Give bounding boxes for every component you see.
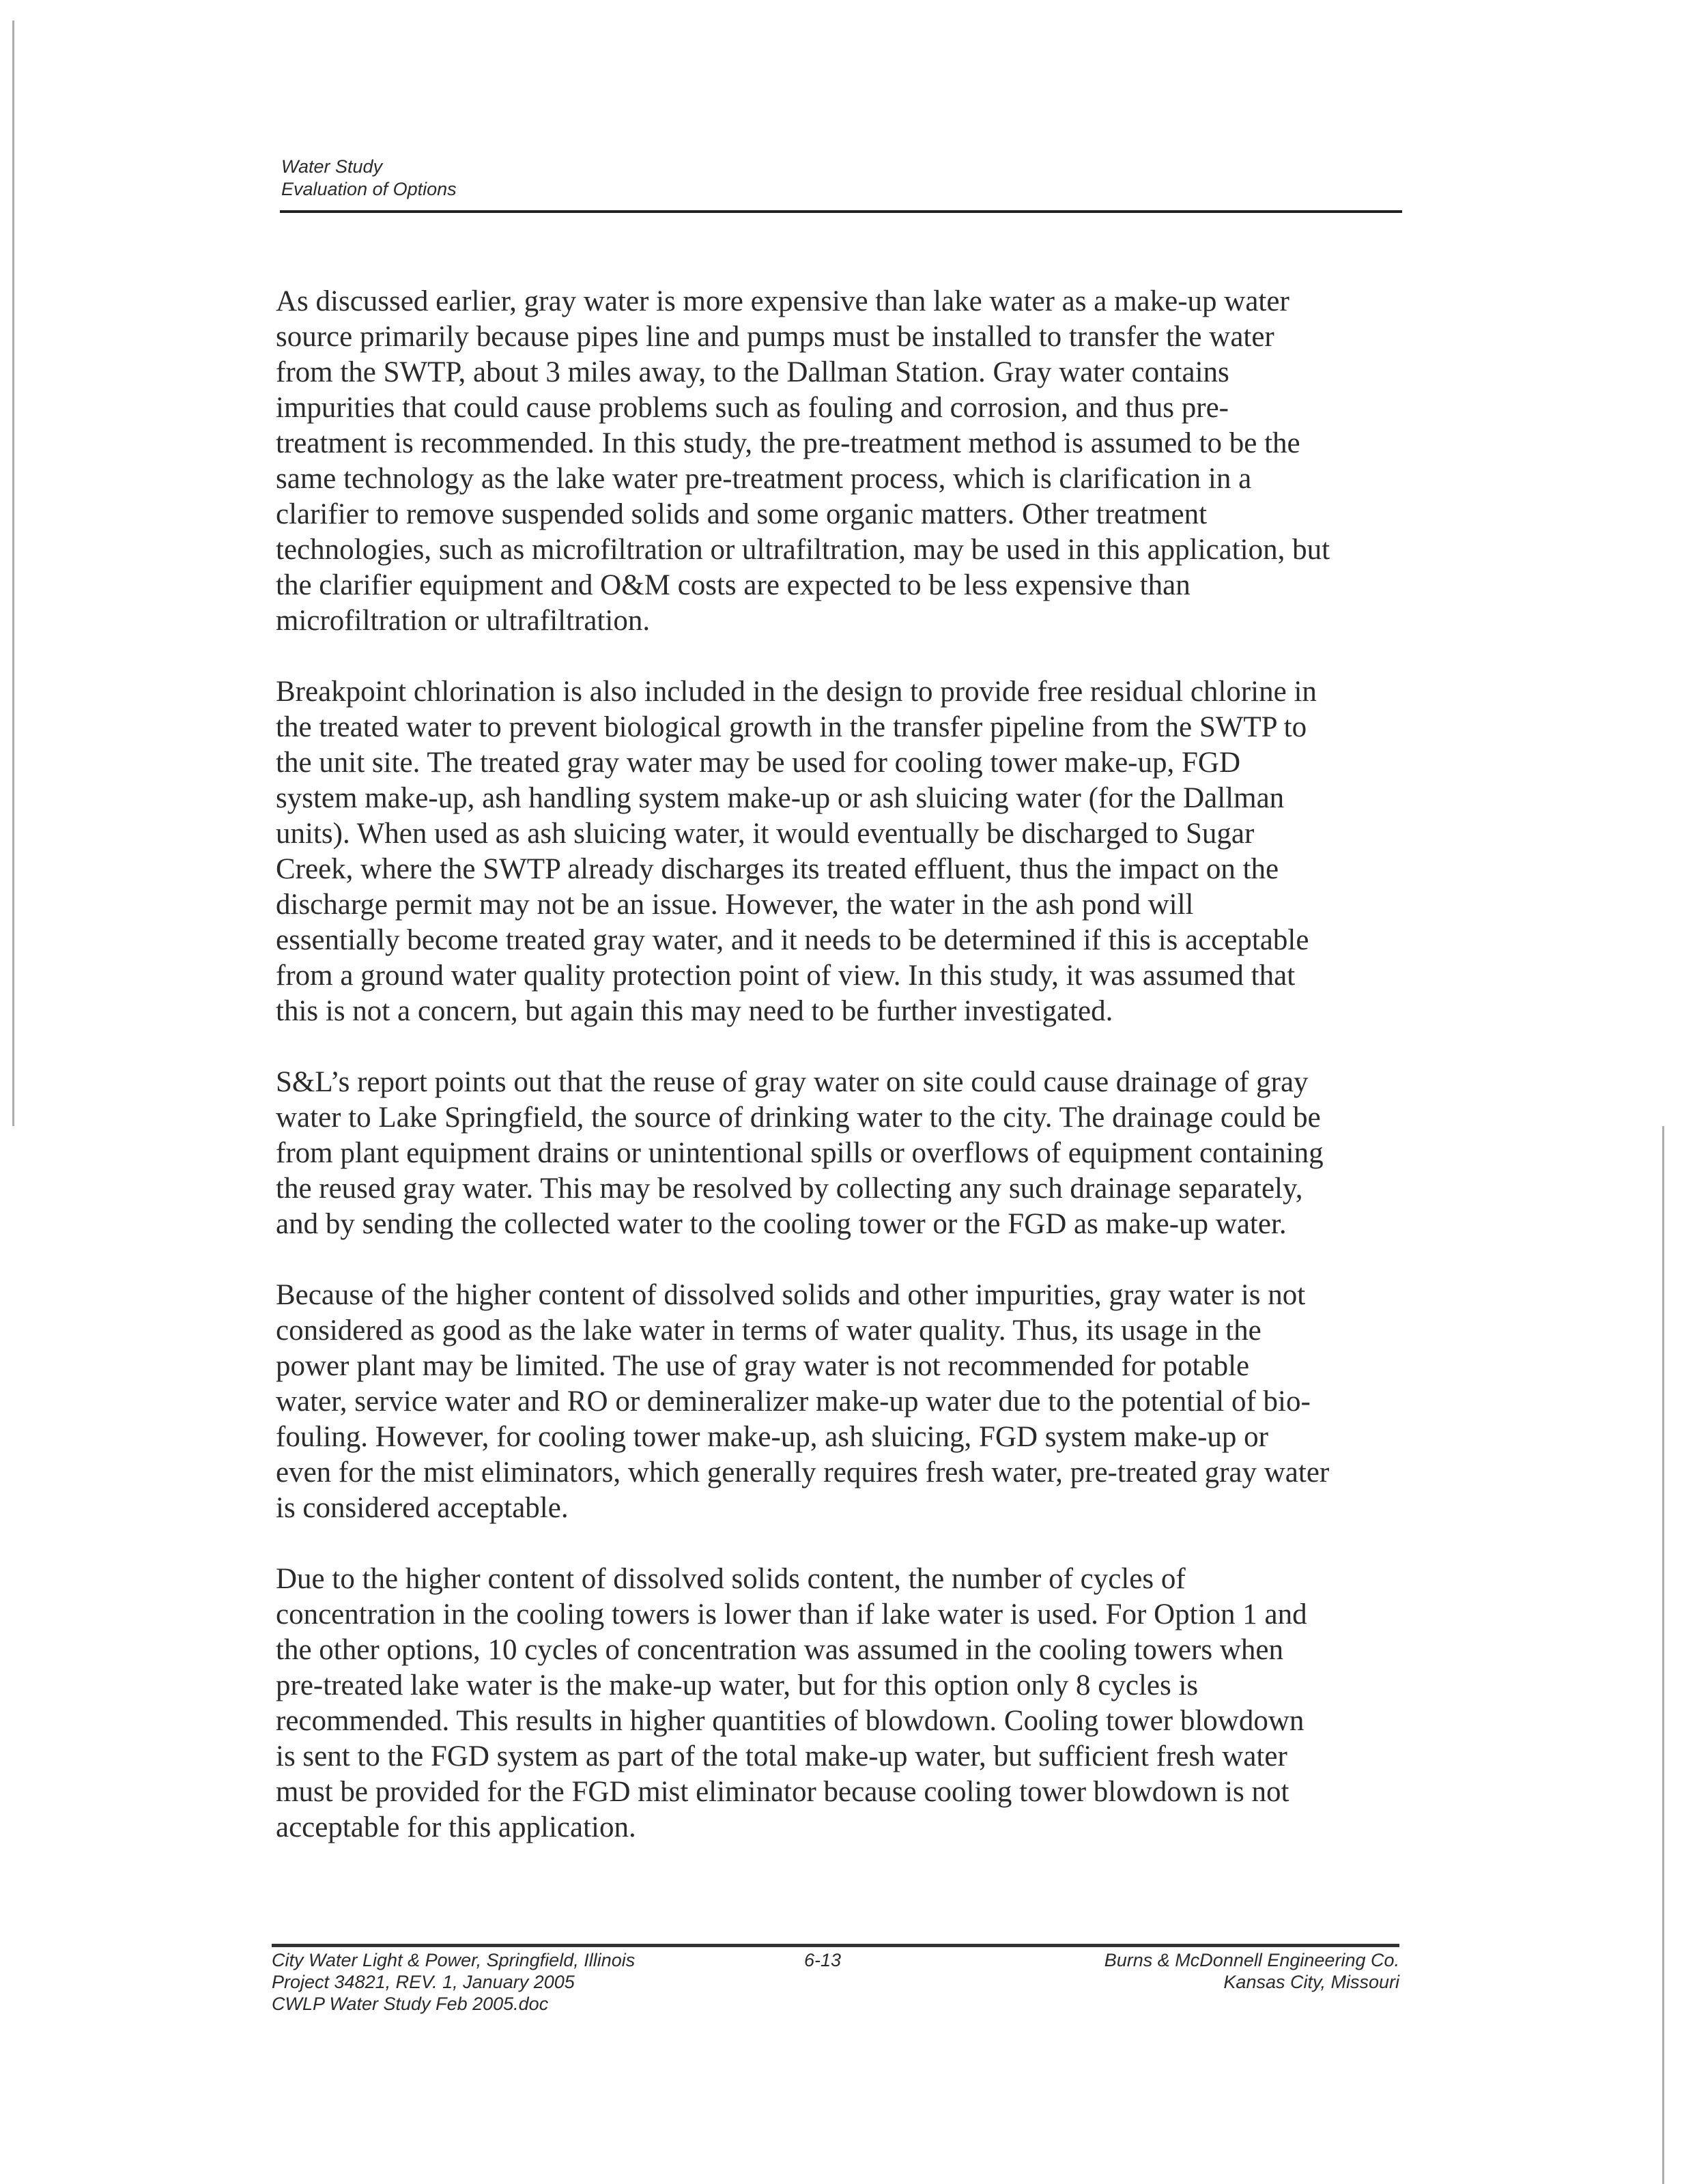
footer-company: Burns & McDonnell Engineering Co.	[1104, 1950, 1399, 1970]
paragraph-breakpoint-chlorination: Breakpoint chlorination is also included in the design to provide free residual chlorine in the treated water to prevent biological growth in the transfer pipeline from the SWTP to the unit site. The treated gray water may be used for cooling tower make-up, FGD system make-up, ash handling system make-up or ash sluicing water (for the Dallman units). When used as ash sluicing water, it would eventually be discharged to Sugar Creek, where the SWTP already discharges its treated effluent, thus the impact on the discharge permit may not be an issue. However, the water in the ash pond will essentially become treated gray water, and it needs to be determined if this is acceptable from a ground water quality protection point of view. In this study, it was assumed that this is not a concern, but again this may need to be further investigated.	[276, 676, 1317, 1027]
paragraph-gray-water-cost: As discussed earlier, gray water is more expensive than lake water as a make-up water source primarily because pipes line and pumps must be installed to transfer the water from the SWTP, about 3 miles away, to the Dallman Station. Gray water contains impurities that could cause problems such as fouling and corrosion, and thus pre- treatment is recommended. In this study, the pre-treatment method is assumed to be the same technology as the lake water pre-treatment process, which is clarification in a clarifier to remove suspended solids and some organic matters. Other treatment technologies, such as microfiltration or ultrafiltration, may be used in this application, but the clarifier equipment and O&M costs are expected to be less expensive than microfiltration or ultrafiltration.	[276, 285, 1330, 637]
paragraph-sl-report: S&L’s report points out that the reuse of gray water on site could cause drainage of gray water to Lake Springfield, the source of drinking water to the city. The drainage could be from plant equipment drains or unintentional spills or overflows of equipment containing the reused gray water. This may be resolved by collecting any such drainage separately, and by sending the collected water to the cooling tower or the FGD as make-up water.	[276, 1066, 1324, 1240]
footer-location: Kansas City, Missouri	[1223, 1972, 1399, 1992]
footer-client: City Water Light & Power, Springfield, Illinois	[272, 1950, 636, 1970]
header-rule	[280, 210, 1402, 213]
footer-filename: CWLP Water Study Feb 2005.doc	[272, 1994, 549, 2014]
footer-left-block	[272, 1949, 763, 2015]
footer-right-block	[908, 1949, 1399, 1993]
footer-project: Project 34821, REV. 1, January 2005	[272, 1972, 575, 1992]
paragraph-cycles-of-concentration: Due to the higher content of dissolved solids content, the number of cycles of concentration in the cooling towers is lower than if lake water is used. For Option 1 and the other options, 10 cycles of concentration was assumed in the cooling towers when pre-treated lake water is the make-up water, but for this option only 8 cycles is recommended. This results in higher quantities of blowdown. Cooling tower blowdown is sent to the FGD system as part of the total make-up water, but sufficient fresh water must be provided for the FGD mist eliminator because cooling tower blowdown is not acceptable for this application.	[276, 1563, 1307, 1843]
header-title: Water Study	[281, 156, 383, 177]
paragraph-water-quality: Because of the higher content of dissolved solids and other impurities, gray water is not considered as good as the lake water in terms of water quality. Thus, its usage in the power plant may be limited. The use of gray water is not recommended for potable water, service water and RO or demineralizer make-up water due to the potential of bio- fouling. However, for cooling tower make-up, ash sluicing, FGD system make-up or even for the mist eliminators, which generally requires fresh water, pre-treated gray water is considered acceptable.	[276, 1279, 1330, 1524]
header-subtitle: Evaluation of Options	[281, 179, 457, 199]
scan-edge-left	[12, 20, 14, 1126]
page-header	[281, 156, 1401, 201]
footer-rule	[272, 1944, 1399, 1947]
scan-edge-right	[1662, 1126, 1664, 2184]
body-text	[276, 284, 1409, 1881]
page-number: 6-13	[804, 1950, 842, 1970]
